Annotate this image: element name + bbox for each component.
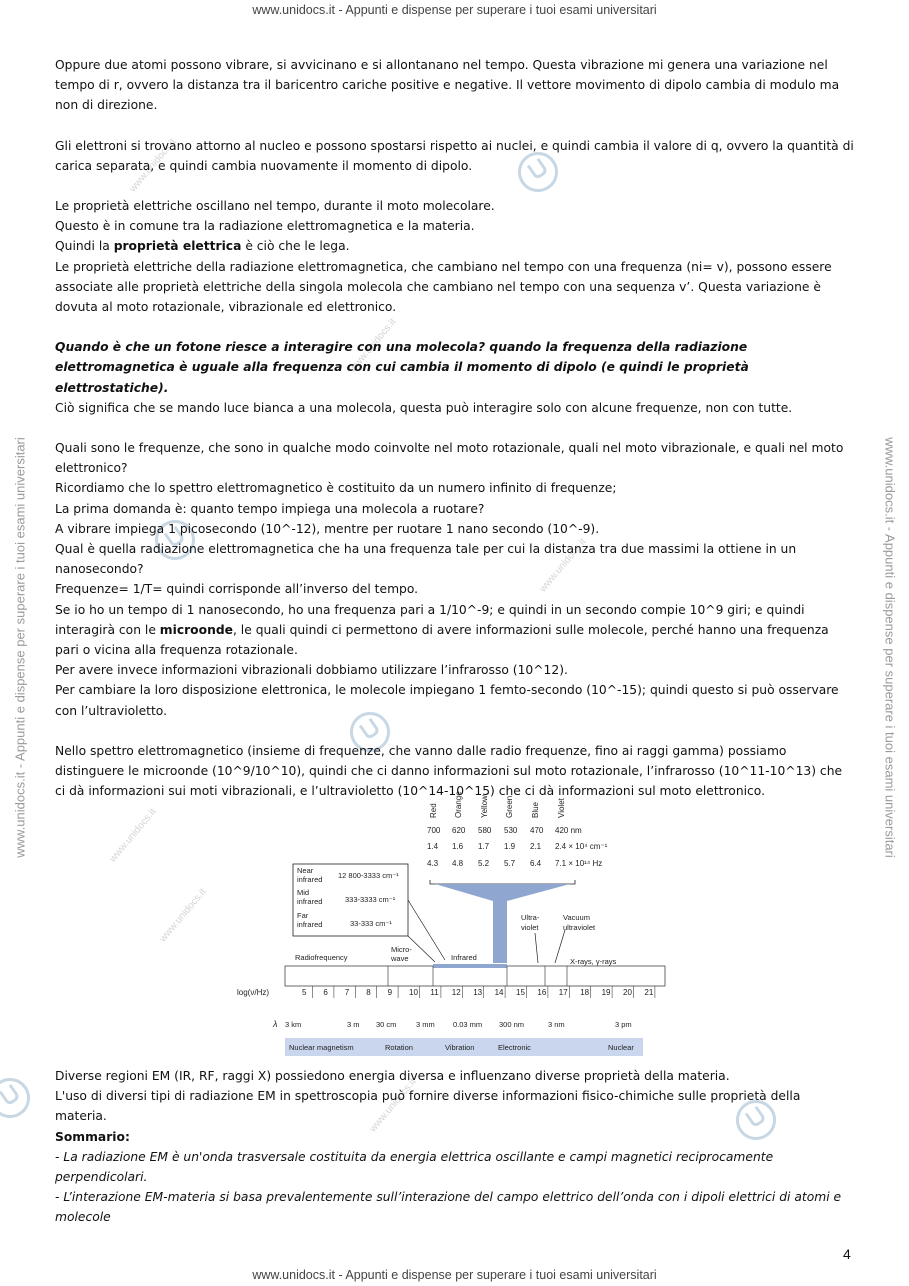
axis-tick-label: 5 — [302, 988, 307, 997]
vuv-pointer-line — [555, 930, 565, 963]
hz-value: 4.3 — [427, 859, 439, 868]
watermark-right: www.unidocs.it - Appunti e dispense per superare i tuoi esami universitari — [882, 437, 898, 858]
cm-value: 2.4 × 10⁴ cm⁻¹ — [555, 842, 608, 851]
paragraph: La prima domanda è: quanto tempo impiega una molecola a ruotare? — [55, 501, 485, 516]
wavelength-label: 3 km — [285, 1020, 302, 1029]
watermark-logo-icon — [0, 1070, 38, 1126]
axis-tick-label: 18 — [580, 988, 590, 997]
axis-tick-label: 7 — [344, 988, 350, 997]
paragraph — [55, 600, 855, 661]
cm-value: 1.9 — [504, 842, 516, 851]
spectrum-bar — [285, 966, 665, 986]
paragraph: Gli elettroni si trovano attorno al nucleo e possono spostarsi rispetto ai nuclei, e quindi cambia il valore di q, ovvero la quantità di carica separata, e quindi cambia nuovamente il momento di dipolo. — [55, 138, 854, 173]
paragraph: Le proprietà elettriche della radiazione elettromagnetica, che cambiano nel tempo con una frequenza (ni= v), possono essere associate alle proprietà elettriche della singola molecola che cambiano nel tempo con una sequenza v’. Questa variazione è dovuta al moto rotazionale, vibrazionale ed elettronico. — [55, 259, 832, 315]
region-label: Ultra- — [521, 913, 540, 922]
document-body-bottom — [55, 1066, 855, 1228]
visible-funnel — [435, 884, 570, 963]
region-label: Micro- — [391, 945, 412, 954]
color-label: Violet — [557, 798, 566, 818]
axis-tick-label: 16 — [537, 988, 547, 997]
ir-value: 33-333 cm⁻¹ — [350, 919, 392, 928]
text-span: , le quali quindi ci permettono di avere informazioni sulle molecole, perché hanno una frequenza pari o vicina alla frequenza rotazionale. — [55, 622, 829, 658]
process-label: Nuclear magnetism — [289, 1043, 354, 1052]
nm-value: 420 nm — [555, 826, 582, 835]
ir-name: Mid — [297, 888, 310, 897]
paragraph: Frequenze= 1/T= quindi corrisponde all’inverso del tempo. — [55, 582, 419, 597]
axis-label: log(ν/Hz) — [237, 988, 270, 997]
axis-tick-label: 8 — [366, 988, 371, 997]
region-label: ultraviolet — [563, 923, 596, 932]
region-label: X-rays, γ-rays — [570, 957, 617, 966]
axis-tick-label: 11 — [430, 988, 439, 997]
watermark-diagonal: www.unidocs.it — [127, 136, 179, 195]
ir-value: 12 800-3333 cm⁻¹ — [338, 871, 399, 880]
nm-value: 620 — [452, 826, 466, 835]
ir-name: infrared — [297, 920, 323, 929]
page-number: 4 — [843, 1246, 851, 1262]
paragraph: L'uso di diversi tipi di radiazione EM in spettroscopia può fornire diverse informazioni fisico-chimiche sulle proprietà della materia. — [55, 1089, 801, 1124]
color-label: Green — [505, 795, 514, 818]
watermark-diagonal: www.unidocs.it — [347, 316, 399, 375]
color-label: Orange — [454, 791, 463, 818]
paragraph: Nello spettro elettromagnetico (insieme di frequenze, che vanno dalle radio frequenze, fino ai raggi gamma) possiamo distinguere le microonde (10^9/10^10), quindi che ci danno informazioni sul moto rotazionale, l’infrarosso (10^11-10^13) che ci dà informazioni sui moti vibrazionali, e l’ultravioletto (10^14-10^15) che ci dà informazioni sul moto elettronico. — [55, 743, 843, 799]
nm-value: 530 — [504, 826, 518, 835]
process-label: Vibration — [445, 1043, 475, 1052]
region-label: Vacuum — [563, 913, 590, 922]
key-question: Quando è che un fotone riesce a interagire con una molecola? quando la frequenza della radiazione elettromagnetica è uguale alla frequenza con cui cambia il momento di dipolo (e quindi le proprietà elettrostatiche). — [55, 340, 749, 395]
wavelength-label: 3 nm — [548, 1020, 565, 1029]
ir-name: Far — [297, 911, 309, 920]
axis-tick-label: 20 — [623, 988, 632, 997]
paragraph: Le proprietà elettriche oscillano nel tempo, durante il moto molecolare. — [55, 199, 495, 214]
nm-value: 580 — [478, 826, 492, 835]
bold-term: microonde — [159, 622, 233, 637]
cm-value: 1.6 — [452, 842, 464, 851]
uv-pointer-line — [535, 933, 538, 963]
ir-name: infrared — [297, 897, 323, 906]
paragraph: Ricordiamo che lo spettro elettromagnetico è costituito da un numero infinito di frequenze; — [55, 481, 617, 496]
text-span: è ciò che le lega. — [241, 239, 350, 254]
summary-item: - L’interazione EM-materia si basa prevalentemente sull’interazione del campo elettrico dell’onda con i dipoli elettrici di atomi e molecole — [55, 1190, 842, 1225]
summary-heading: Sommario: — [55, 1129, 130, 1144]
nm-value: 470 — [530, 826, 544, 835]
ir-pointer-line — [408, 900, 445, 960]
wavelength-label: 3 m — [347, 1020, 360, 1029]
region-label: violet — [521, 923, 539, 932]
axis-tick-label: 17 — [558, 988, 568, 997]
watermark-left: www.unidocs.it - Appunti e dispense per superare i tuoi esami universitari — [12, 437, 28, 858]
color-label: Blue — [531, 801, 540, 818]
em-spectrum-svg — [237, 780, 665, 1060]
document-body — [55, 55, 855, 802]
paragraph: Qual è quella radiazione elettromagnetica che ha una frequenza tale per cui la distanza tra due massimi la ottiene in un nanosecondo? — [55, 542, 797, 577]
region-label: Infrared — [451, 953, 477, 962]
visible-bracket — [430, 880, 575, 884]
hz-value: 4.8 — [452, 859, 464, 868]
watermark-diagonal: www.unidocs.it — [537, 536, 589, 595]
summary-item: - La radiazione EM è un'onda trasversale costituita da energia elettrica oscillante e campi magnetici reciprocamente perpendicolari. — [55, 1149, 774, 1185]
process-label: Rotation — [385, 1043, 413, 1052]
color-label: Yellow — [480, 795, 489, 818]
process-label: Nuclear — [608, 1043, 634, 1052]
wavelength-label: 3 pm — [615, 1020, 632, 1029]
cm-value: 1.7 — [478, 842, 490, 851]
paragraph: Per avere invece informazioni vibrazionali dobbiamo utilizzare l’infrarosso (10^12). — [55, 663, 568, 678]
axis-ticks — [302, 986, 655, 998]
ir-name: Near — [297, 866, 314, 875]
watermark-header: www.unidocs.it - Appunti e dispense per superare i tuoi esami universitari — [252, 3, 657, 17]
paragraph: Ciò significa che se mando luce bianca a una molecola, questa può interagire solo con alcune frequenze, non con tutte. — [55, 400, 793, 415]
axis-tick-label: 13 — [473, 988, 483, 997]
axis-tick-label: 6 — [323, 988, 328, 997]
paragraph: Per cambiare la loro disposizione elettronica, le molecole impiegano 1 femto-secondo (10^-15); quindi questo si può osservare con l’ultravioletto. — [55, 683, 839, 718]
watermark-footer: www.unidocs.it - Appunti e dispense per superare i tuoi esami universitari — [252, 1268, 657, 1282]
nm-value: 700 — [427, 826, 441, 835]
wavelength-label: 3 mm — [416, 1020, 435, 1029]
em-spectrum-figure — [237, 780, 665, 1060]
paragraph: Quali sono le frequenze, che sono in qualche modo coinvolte nel moto rotazionale, quali nel moto vibrazionale, e quali nel moto elettronico? — [55, 441, 844, 476]
text-span: Quindi la — [55, 239, 114, 254]
hz-value: 7.1 × 10¹⁴ Hz — [555, 859, 603, 868]
watermark-diagonal: www.unidocs.it — [157, 886, 209, 945]
ir-pointer-line — [408, 936, 435, 962]
process-label: Electronic — [498, 1043, 531, 1052]
hz-value: 5.2 — [478, 859, 490, 868]
region-label: Radiofrequency — [295, 953, 348, 962]
wavelength-label: 300 nm — [499, 1020, 525, 1029]
hz-value: 6.4 — [530, 859, 542, 868]
text-span: Se io ho un tempo di 1 nanosecondo, ho una frequenza pari a 1/10^-9; e quindi in un secondo compie 10^9 giri; e quindi interagirà con le — [55, 602, 805, 637]
color-label: Red — [429, 803, 438, 818]
wavelength-label: 0.03 mm — [453, 1020, 483, 1029]
axis-tick-label: 9 — [387, 988, 393, 997]
watermark-diagonal: www.unidocs.it — [107, 806, 159, 865]
axis-tick-label: 19 — [601, 988, 611, 997]
lambda-symbol: λ — [273, 1019, 278, 1029]
axis-tick-label: 10 — [409, 988, 418, 997]
paragraph: Oppure due atomi possono vibrare, si avvicinano e si allontanano nel tempo. Questa vibrazione mi genera una variazione nel tempo di r, ovvero la distanza tra il baricentro cariche positive e negative. Il vettore movimento di dipolo cambia di modulo ma non di direzione. — [55, 58, 840, 113]
hz-value: 5.7 — [504, 859, 516, 868]
wavelength-label: 30 cm — [376, 1020, 397, 1029]
ir-value: 333-3333 cm⁻¹ — [345, 895, 396, 904]
paragraph: Diverse regioni EM (IR, RF, raggi X) possiedono energia diversa e influenzano diverse proprietà della materia. — [55, 1069, 730, 1083]
ir-name: infrared — [297, 875, 323, 884]
watermark-diagonal: www.unidocs.it — [367, 1076, 419, 1135]
paragraph: A vibrare impiega 1 picosecondo (10^-12), mentre per ruotare 1 nano secondo (10^-9). — [55, 521, 600, 536]
axis-tick-label: 12 — [451, 988, 461, 997]
paragraph — [55, 236, 855, 256]
axis-tick-label: 21 — [644, 988, 654, 997]
bold-term: proprietà elettrica — [113, 239, 242, 254]
paragraph: Questo è in comune tra la radiazione elettromagnetica e la materia. — [55, 219, 475, 234]
cm-value: 1.4 — [427, 842, 439, 851]
axis-tick-label: 15 — [516, 988, 525, 997]
infrared-highlight — [433, 964, 507, 968]
axis-tick-label: 14 — [494, 988, 504, 997]
cm-value: 2.1 — [530, 842, 542, 851]
region-label: wave — [391, 954, 409, 963]
